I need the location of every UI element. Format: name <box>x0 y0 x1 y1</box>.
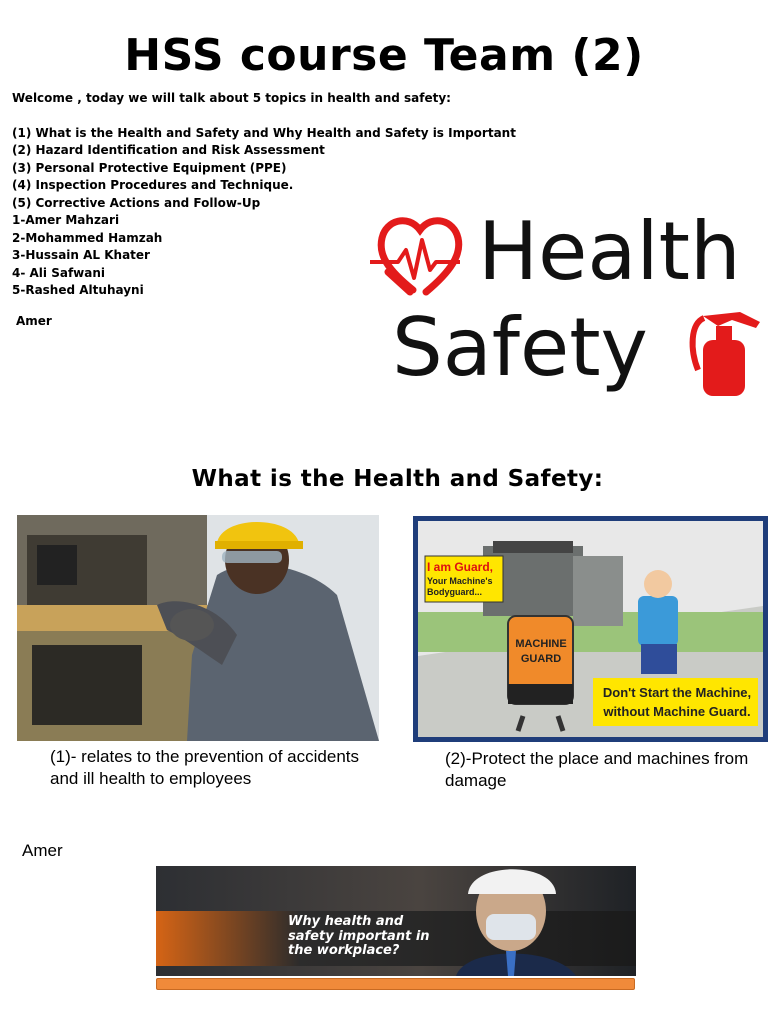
member-item: 3-Hussain AL Khater <box>12 248 150 262</box>
banner-text <box>288 915 430 959</box>
topic-item: (1) What is the Health and Safety and Why Health and Safety is Important <box>12 125 516 140</box>
page-title: HSS course Team (2) <box>124 30 644 81</box>
machine-guard-cartoon <box>413 516 768 742</box>
author-label-bottom: Amer <box>22 841 63 860</box>
member-item: 4- Ali Safwani <box>12 265 105 280</box>
logo-word-safety: Safety <box>392 301 648 394</box>
banner-progress-bar <box>156 978 635 990</box>
banner-line-2: safety important in <box>288 928 430 944</box>
health-safety-logo <box>368 200 768 410</box>
bubble-line-1: I am Guard, <box>427 560 494 574</box>
guard-label-line-1: MACHINE <box>515 638 567 650</box>
warning-line-2: without Machine Guard. <box>603 704 751 719</box>
topic-item: (5) Corrective Actions and Follow-Up <box>12 195 261 210</box>
author-label-top: Amer <box>16 314 52 328</box>
bubble-line-2: Your Machine's <box>427 576 493 586</box>
fire-extinguisher-icon <box>693 312 760 396</box>
topic-item: (3) Personal Protective Equipment (PPE) <box>12 160 287 175</box>
member-item: 2-Mohammed Hamzah <box>12 230 163 245</box>
topic-item: (4) Inspection Procedures and Technique. <box>12 178 294 192</box>
banner-line-3: the workplace? <box>288 943 400 958</box>
caption-right: (2)-Protect the place and machines from damage <box>445 749 749 790</box>
guard-label-line-2: GUARD <box>520 653 562 665</box>
topic-item: (2) Hazard Identification and Risk Assessment <box>12 143 325 157</box>
warning-line-1: Don't Start the Machine, <box>602 685 752 700</box>
logo-word-health: Health <box>478 205 741 298</box>
banner-line-1: Why health and <box>288 914 404 929</box>
bubble-line-3: Bodyguard... <box>427 587 483 597</box>
caption-left: (1)- relates to the prevention of accidents and ill health to employees <box>50 747 359 788</box>
worker-photo <box>17 515 379 741</box>
workplace-banner <box>156 866 636 976</box>
member-item: 1-Amer Mahzari <box>12 213 120 227</box>
section-title: What is the Health and Safety: <box>191 466 604 492</box>
welcome-line: Welcome , today we will talk about 5 topics in health and safety: <box>12 91 451 105</box>
member-item: 5-Rashed Altuhayni <box>12 283 144 297</box>
